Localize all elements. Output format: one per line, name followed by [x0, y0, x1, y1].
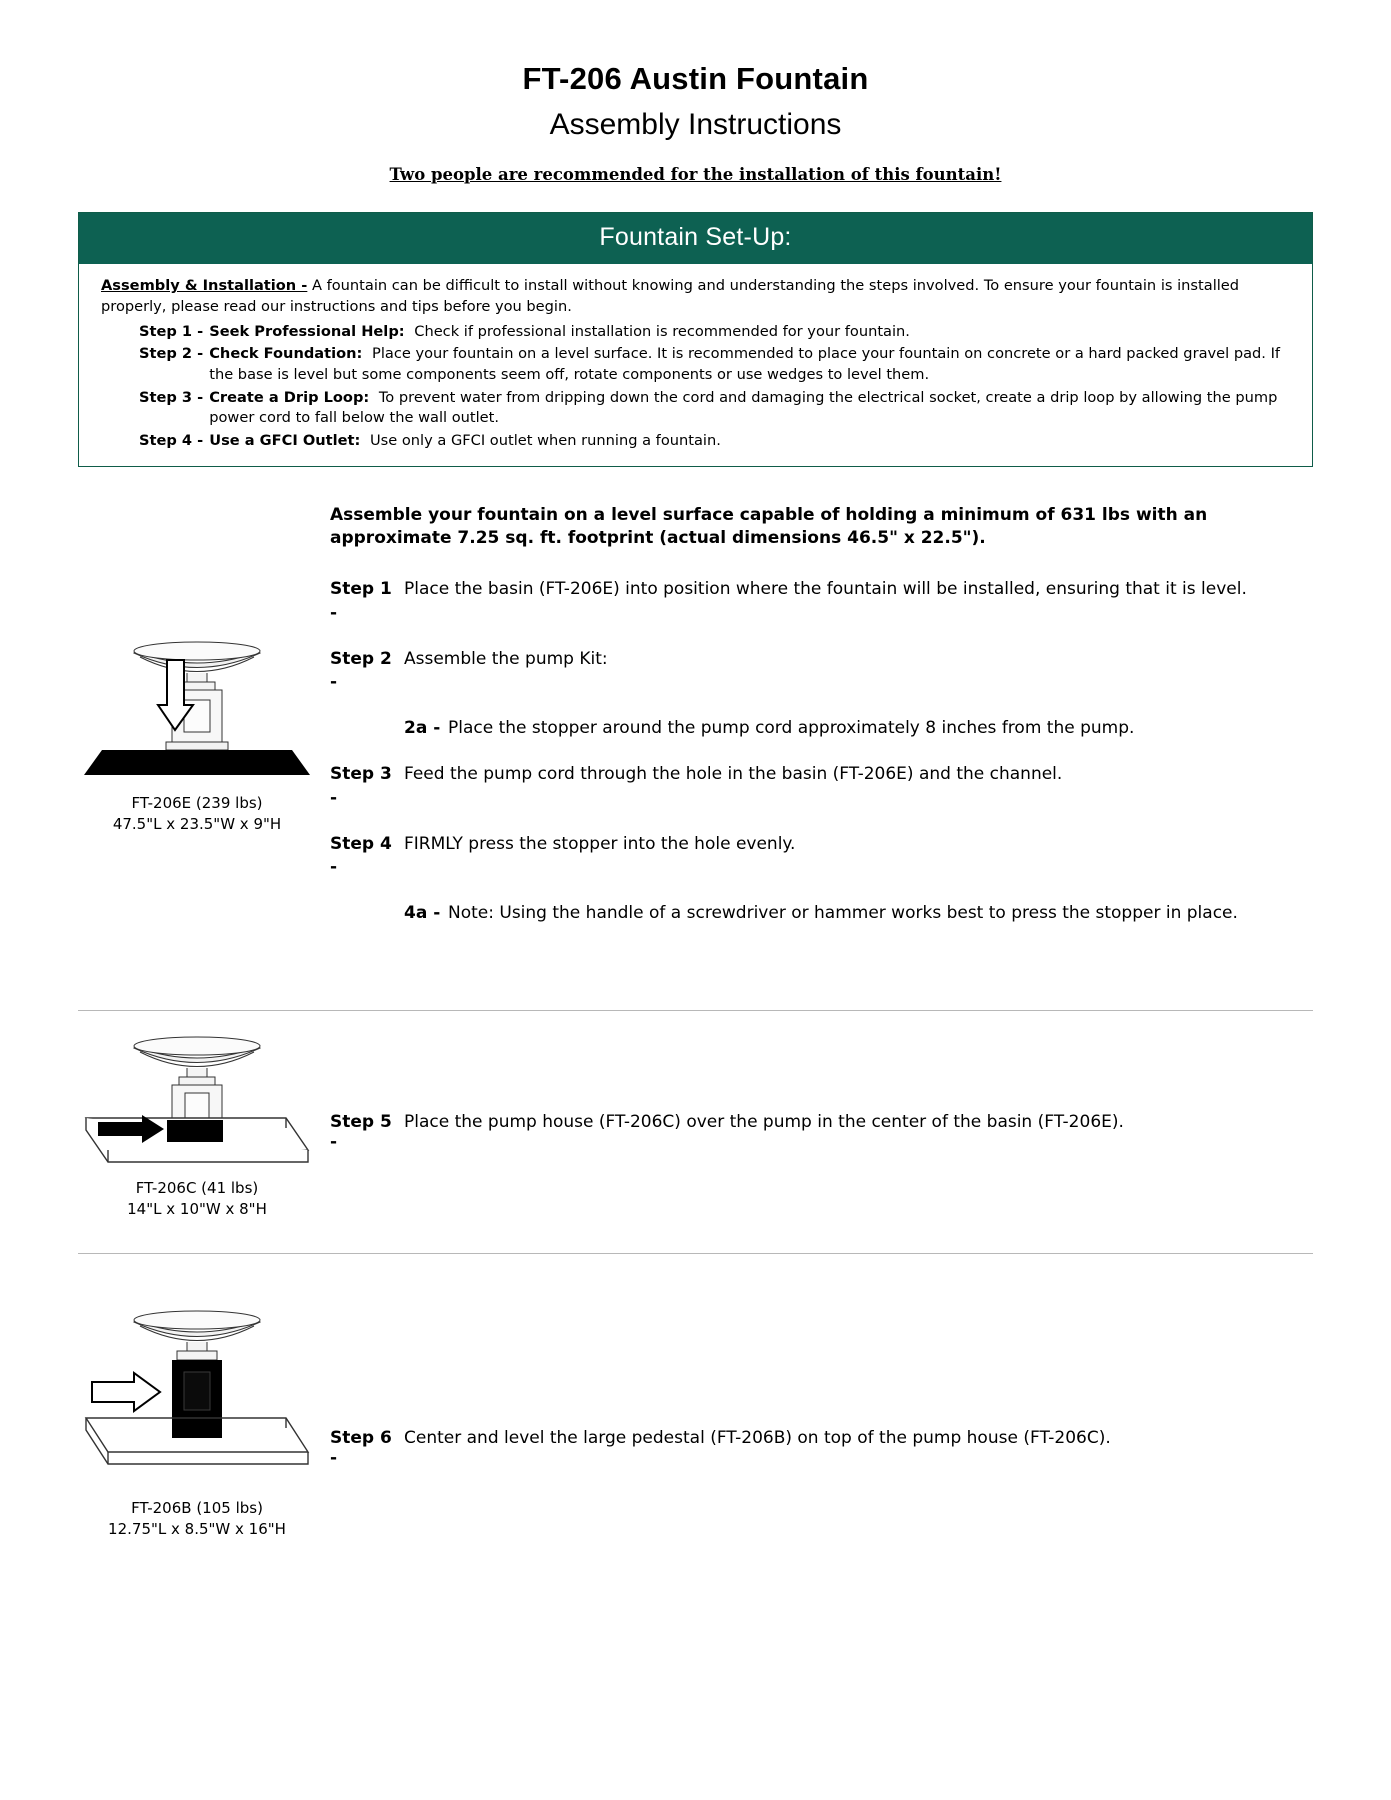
figure-ft-206b-caption-line2: 12.75"L x 8.5"W x 16"H — [108, 1519, 286, 1538]
setup-step-3-num: Step 3 - — [139, 388, 204, 406]
setup-step-1-num: Step 1 - — [139, 322, 204, 340]
basin-diagram-icon — [72, 630, 322, 780]
setup-step-4-name: Use a GFCI Outlet: — [209, 432, 361, 450]
pedestal-diagram-icon — [72, 1300, 322, 1485]
assembly-step-1-label: Step 1 - — [330, 579, 392, 623]
setup-box-body — [79, 264, 1312, 466]
assembly-step-5 — [330, 1112, 1260, 1152]
figure-ft-206c — [72, 1030, 322, 1219]
setup-box-header: Fountain Set-Up: — [79, 213, 1312, 264]
assembly-step-2-label: Step 2 - — [330, 648, 392, 693]
setup-step-2-name: Check Foundation: — [209, 345, 363, 363]
setup-step-2 — [95, 344, 1296, 385]
figure-ft-206c-caption-line2: 14"L x 10"W x 8"H — [127, 1199, 267, 1218]
figure-ft-206e-caption — [72, 785, 322, 834]
assembly-step-4-text: FIRMLY press the stopper into the hole evenly. — [404, 833, 796, 854]
assembly-step-4 — [330, 833, 1260, 881]
assembly-step-3-label: Step 3 - — [330, 763, 392, 808]
recommendation-note: Two people are recommended for the installation of this fountain! — [389, 165, 1002, 185]
setup-step-4-body — [209, 431, 1296, 452]
assembly-step-3 — [330, 763, 1260, 811]
setup-step-2-body — [209, 344, 1296, 385]
assembly-step-6-text: Center and level the large pedestal (FT-206B) on top of the pump house (FT-206C). — [404, 1428, 1111, 1448]
figure-ft-206e-caption-line2: 47.5"L x 23.5"W x 9"H — [112, 814, 282, 833]
setup-step-1-name: Seek Professional Help: — [209, 322, 405, 340]
assembly-step-6 — [330, 1428, 1260, 1468]
setup-step-1 — [95, 322, 1296, 343]
assembly-step-5-label: Step 5 - — [330, 1112, 392, 1152]
setup-intro-label: Assembly & Installation - — [101, 277, 308, 295]
setup-intro-text: A fountain can be difficult to install without knowing and understanding the steps involved. To ensure your fountain is installed properly, please read our instructions and tips before you begin. — [101, 277, 1240, 315]
assembly-step-5-text: Place the pump house (FT-206C) over the pump in the center of the basin (FT-206E). — [404, 1112, 1124, 1132]
setup-intro — [95, 276, 1296, 317]
page-title: FT-206 Austin Fountain — [522, 61, 869, 96]
assembly-step-4a-text: Note: Using the handle of a screwdriver or hammer works best to press the stopper in place. — [448, 903, 1238, 924]
fountain-setup-box — [78, 212, 1313, 467]
assembly-step-2a — [330, 717, 1260, 741]
assembly-step-4a-label: 4a - — [404, 903, 441, 924]
figure-ft-206b — [72, 1300, 322, 1539]
assembly-step-2a-label: 2a - — [404, 718, 441, 739]
setup-step-4 — [95, 431, 1296, 452]
assembly-step-1-text: Place the basin (FT-206E) into position where the fountain will be installed, ensuring that it is level. — [404, 579, 1247, 599]
assembly-step-4-label: Step 4 - — [330, 833, 392, 878]
assembly-step-6-label: Step 6 - — [330, 1428, 392, 1468]
assembly-step-2 — [330, 648, 1260, 696]
assembly-lead-text: Assemble your fountain on a level surface capable of holding a minimum of 631 lbs with an approximate 7.25 sq. ft. footprint (actual dimensions 46.5" x 22.5"). — [330, 505, 1208, 549]
section-divider-1 — [78, 1010, 1313, 1011]
assembly-step-3-text: Feed the pump cord through the hole in the basin (FT-206E) and the channel. — [404, 763, 1063, 784]
figure-ft-206c-caption-line1: FT-206C (41 lbs) — [135, 1179, 259, 1198]
figure-ft-206e — [72, 630, 322, 834]
setup-step-3-text: To prevent water from dripping down the cord and damaging the electrical socket, create a drip loop by allowing the pump power cord to fall below the wall outlet. — [209, 388, 1278, 427]
setup-step-3 — [95, 388, 1296, 429]
figure-ft-206e-caption-line1: FT-206E (239 lbs) — [131, 794, 263, 813]
setup-step-3-name: Create a Drip Loop: — [209, 388, 370, 406]
setup-step-2-num: Step 2 - — [139, 345, 204, 363]
setup-step-1-text: Check if professional installation is recommended for your fountain. — [414, 322, 910, 340]
figure-ft-206b-caption-line1: FT-206B (105 lbs) — [131, 1499, 263, 1518]
setup-step-1-body — [209, 322, 1296, 343]
section-divider-2 — [78, 1253, 1313, 1254]
figure-ft-206c-caption — [72, 1170, 322, 1219]
setup-step-2-text: Place your fountain on a level surface. It is recommended to place your fountain on concrete or a hard packed gravel pad. If the base is level but some components seem off, rotate components or use wedges to level them. — [209, 345, 1281, 383]
pump-house-diagram-icon — [72, 1030, 322, 1165]
assembly-step-4a — [330, 902, 1260, 926]
assembly-step-2-text: Assemble the pump Kit: — [404, 648, 608, 669]
setup-step-4-num: Step 4 - — [139, 432, 204, 450]
assembly-step-2a-text: Place the stopper around the pump cord approximately 8 inches from the pump. — [448, 718, 1135, 739]
setup-step-4-text: Use only a GFCI outlet when running a fountain. — [369, 432, 721, 450]
assembly-step-1 — [330, 578, 1260, 626]
assembly-steps-list — [330, 578, 1260, 948]
setup-step-3-body — [209, 388, 1296, 429]
page-subtitle: Assembly Instructions — [549, 108, 842, 142]
figure-ft-206b-caption — [72, 1490, 322, 1539]
